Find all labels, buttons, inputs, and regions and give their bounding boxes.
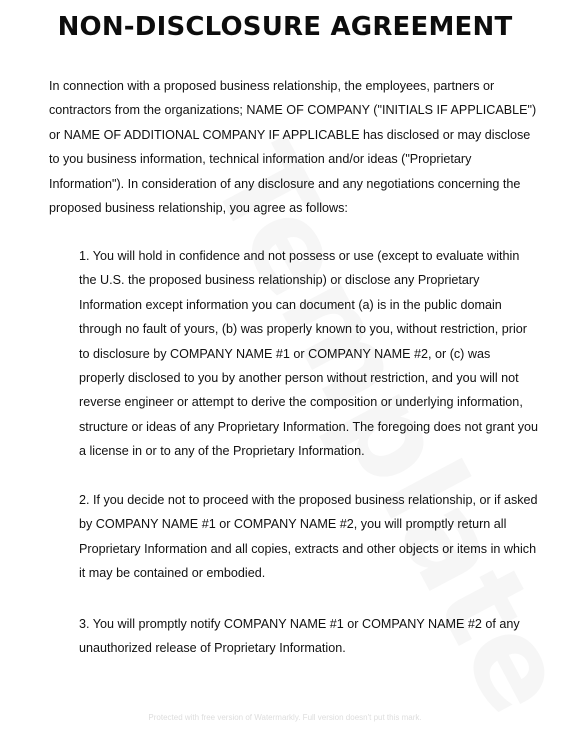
clause-2: 2. If you decide not to proceed with the proposed business relationship, or if asked by COMPANY NAME #1 or COMPANY NAME #2, you will promptly return all Proprietary Information and all copies, extracts and other objects or items in which it may be contained or embodied. (79, 493, 538, 581)
watermark-footer-note: Protected with free version of Watermarkly. Full version doesn't put this mark. (148, 713, 422, 722)
clause-3: 3. You will promptly notify COMPANY NAME #1 or COMPANY NAME #2 of any unauthorized release of Proprietary Information. (79, 617, 520, 656)
document-title: NON-DISCLOSURE AGREEMENT (57, 12, 513, 42)
clause-1: 1. You will hold in confidence and not possess or use (except to evaluate within the U.S. the proposed business relationship) or disclose any Proprietary Information except information you can document (a) is in the public domain through no fault of yours, (b) was properly known to you, without restriction, prior to disclosure by COMPANY NAME #1 or COMPANY NAME #2, or (c) was properly disclosed to you by another person without restriction, and you will not reverse engineer or attempt to derive the composition or underlying information, structure or ideas of any Proprietary Information. The foregoing does not grant you a license in or to any of the Proprietary Information. (79, 249, 538, 459)
intro-paragraph: In connection with a proposed business relationship, the employees, partners or contractors from the organizations; NAME OF COMPANY ("INITIALS IF APPLICABLE") or NAME OF ADDITIONAL COMPANY IF APPLICABLE has disclosed or may disclose to you business information, technical information and/or ideas ("Proprietary Information"). In consideration of any disclosure and any negotiations concerning the proposed business relationship, you agree as follows: (49, 79, 537, 216)
